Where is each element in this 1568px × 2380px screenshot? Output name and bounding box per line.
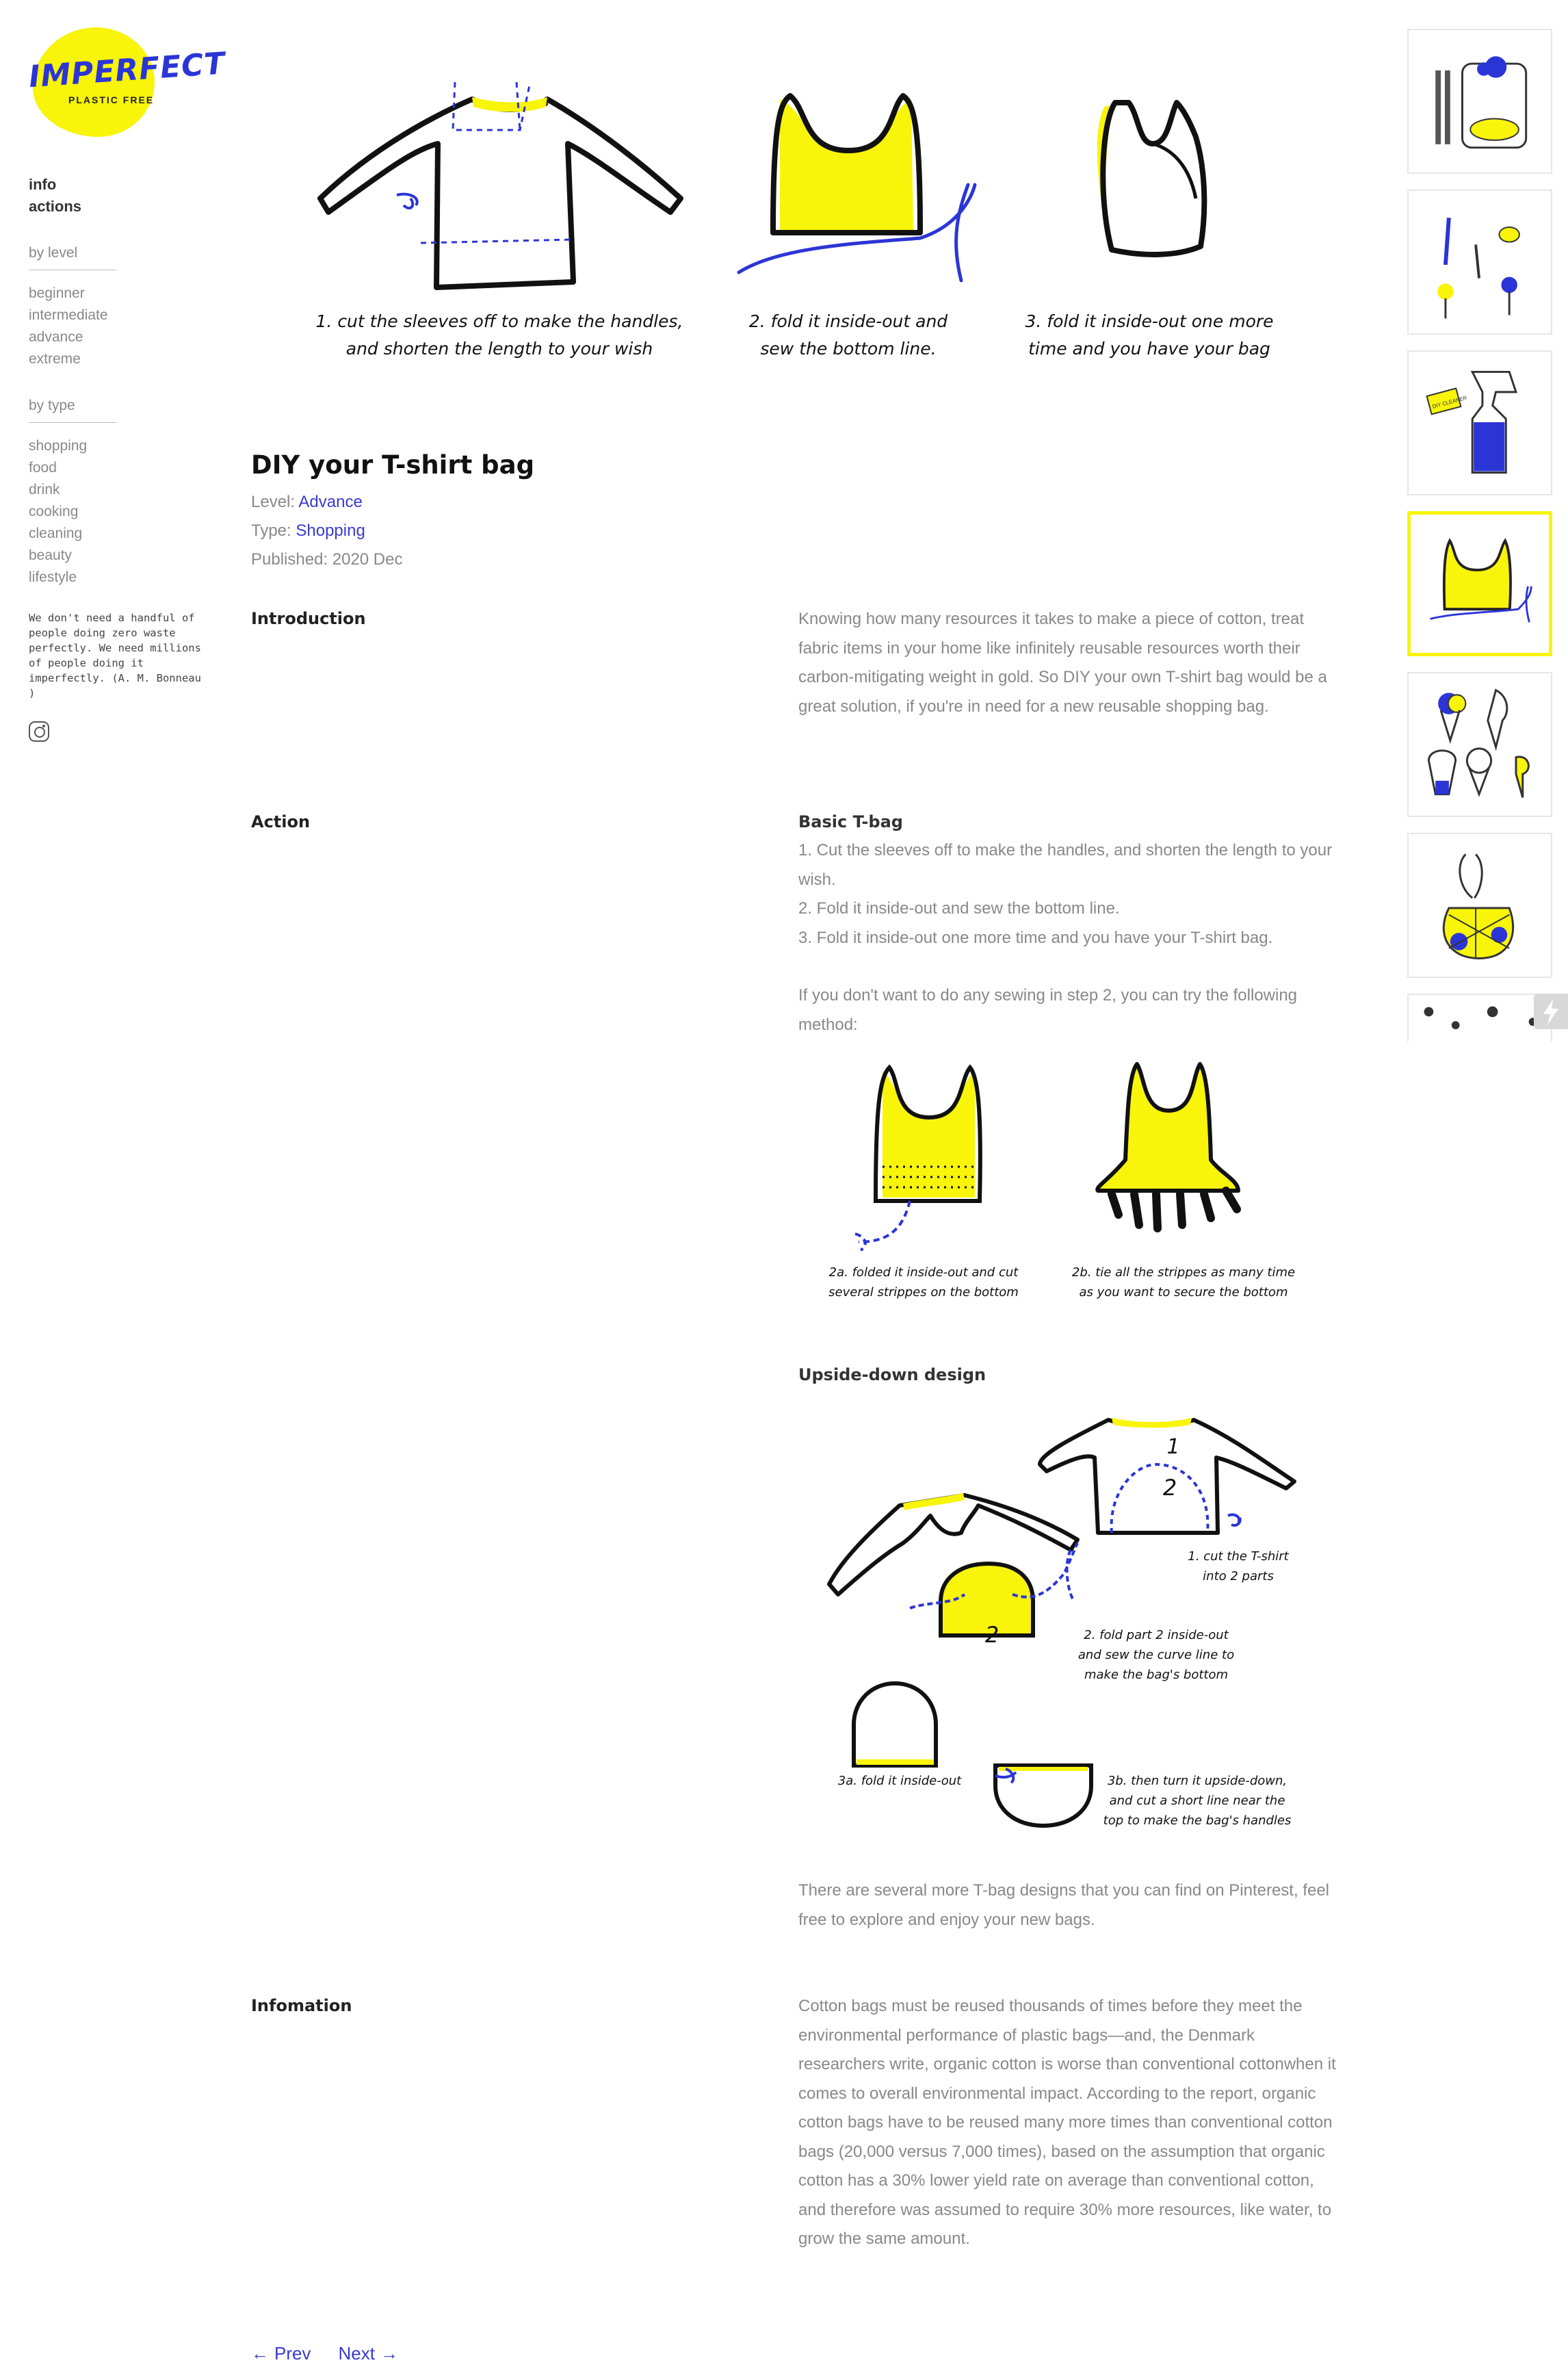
- nav-info[interactable]: info: [29, 176, 57, 193]
- basic-tbag-heading: Basic T-bag: [798, 812, 903, 831]
- no-sew-drawing: [807, 1057, 1327, 1276]
- level-link[interactable]: Advance: [298, 493, 363, 511]
- upside-caption-2-line1: 2. fold part 2 inside-out: [1084, 1628, 1229, 1642]
- hero-illustration: [301, 62, 1286, 404]
- thumb-lunchbox[interactable]: [1407, 29, 1552, 174]
- no-sew-caption-b-line2: as you want to secure the bottom: [1079, 1285, 1288, 1299]
- bag-part-number-2: 2: [984, 1622, 999, 1648]
- herbs-icon: [1409, 191, 1551, 333]
- upside-down-heading: Upside-down design: [798, 1365, 986, 1384]
- basic-steps: [798, 836, 1339, 953]
- tshirt-cut-drawing: [320, 99, 681, 287]
- no-sew-caption-b: [1054, 1263, 1314, 1302]
- introduction-label: Introduction: [251, 609, 366, 628]
- instagram-icon[interactable]: [29, 721, 49, 742]
- upside-caption-2: [1067, 1625, 1245, 1685]
- filter-cooking[interactable]: cooking: [29, 504, 79, 519]
- thumb-net-bag[interactable]: [1407, 833, 1552, 978]
- hero-caption-2-line2: sew the bottom line.: [760, 339, 937, 359]
- filter-lifestyle[interactable]: lifestyle: [29, 569, 77, 585]
- tank-strippes-drawing: [855, 1068, 980, 1250]
- introduction-text: Knowing how many resources it takes to make a piece of cotton, treat fabric items in your home like infinitely reusable resources worth their carbon-mitigating weight in gold. So DIY your own T-shirt bag would be a great solution, if you're in need for a new reusable shopping bag.: [798, 610, 1327, 716]
- main-nav: [29, 174, 207, 218]
- tank-tied-drawing: [1097, 1064, 1238, 1228]
- hero-caption-3-line2: time and you have your bag: [1028, 339, 1270, 359]
- part-number-2: 2: [1162, 1475, 1177, 1501]
- tshirt-bag-icon: [1411, 515, 1549, 653]
- brand-logo[interactable]: [27, 26, 227, 142]
- nav-actions[interactable]: actions: [29, 198, 82, 215]
- upside-caption-2-line3: make the bag's bottom: [1084, 1668, 1229, 1682]
- part-number-1: 1: [1166, 1435, 1180, 1459]
- tank-sew-drawing: [739, 96, 975, 281]
- level-filter-heading: by level: [29, 245, 116, 270]
- article-pager: [251, 2343, 398, 2364]
- flash-icon[interactable]: [1534, 994, 1568, 1029]
- type-link[interactable]: Shopping: [296, 521, 365, 540]
- bag-inside-out-drawing: [854, 1683, 936, 1765]
- hero-caption-1-line1: 1. cut the sleeves off to make the handles,: [315, 311, 683, 331]
- upside-caption-4: [1095, 1771, 1300, 1831]
- next-label: Next: [338, 2343, 375, 2364]
- basic-step-3: 3. Fold it inside-out one more time and you have your T-shirt bag.: [798, 928, 1273, 947]
- preview-icon: [1409, 995, 1551, 1042]
- information-text: Cotton bags must be reused thousands of times before they meet the environmental performance of plastic bags—and, the Denmark researchers write, organic cotton is worse than conventional cottonwhen it comes to overall environmental impact. According to the report, organic cotton bags have to be reused many more times than conventional cotton bags (20,000 versus 7,000 times), based on the assumption that organic cotton has a 30% lower yield rate on average than conventional cotton, and therefore was assumed to require 30% more resources, like water, to grow the same amount.: [798, 1997, 1336, 2248]
- type-filter-heading: by type: [29, 398, 116, 423]
- thumb-cleaner-spray[interactable]: [1407, 350, 1552, 495]
- net-bag-icon: [1409, 834, 1551, 976]
- sidebar-quote: We don't need a handful of people doing zero waste perfectly. We need millions of people doing it imperfectly. (A. M. Bonneau ): [29, 612, 201, 699]
- logo-wordmark: IMPERFECT: [27, 46, 227, 95]
- upside-down-drawing: [807, 1396, 1341, 1834]
- no-sew-caption-b-line1: 2b. tie all the strippes as many time: [1071, 1265, 1296, 1280]
- thumb-tshirt-bag[interactable]: [1407, 511, 1552, 656]
- article-published: Published: 2020 Dec: [251, 550, 403, 569]
- hero-caption-3: [1012, 308, 1286, 363]
- article-level: [251, 493, 363, 512]
- thumbnail-rail: [1407, 29, 1552, 1042]
- no-sew-caption-a-line1: 2a. folded it inside-out and cut: [828, 1265, 1019, 1280]
- filter-advance[interactable]: advance: [29, 329, 83, 345]
- information-label: Infomation: [251, 1996, 352, 2015]
- level-label: Level:: [251, 493, 296, 511]
- action-label: Action: [251, 812, 311, 831]
- upside-caption-1-line1: 1. cut the T-shirt: [1188, 1549, 1289, 1564]
- thumb-partial[interactable]: [1407, 994, 1552, 1042]
- filter-food[interactable]: food: [29, 460, 57, 476]
- basic-step-2: 2. Fold it inside-out and sew the bottom line.: [798, 899, 1120, 918]
- filter-shopping[interactable]: shopping: [29, 438, 88, 454]
- arrow-left-icon: ←: [251, 2343, 269, 2364]
- hero-caption-1-line2: and shorten the length to your wish: [345, 339, 653, 359]
- article-title: DIY your T-shirt bag: [251, 450, 535, 480]
- next-button[interactable]: [338, 2343, 397, 2364]
- lunchbox-icon: [1409, 30, 1551, 172]
- bag-final-drawing: [1097, 103, 1205, 255]
- prev-label: Prev: [274, 2343, 311, 2364]
- ice-cream-icon: [1409, 673, 1551, 816]
- filter-drink[interactable]: drink: [29, 482, 60, 497]
- sidebar: [27, 26, 227, 742]
- no-sew-caption-a-line2: several strippes on the bottom: [828, 1285, 1019, 1299]
- hero-caption-3-line1: 3. fold it inside-out one more: [1025, 311, 1274, 331]
- upside-caption-1: [1170, 1547, 1307, 1586]
- arrow-right-icon: →: [380, 2343, 398, 2364]
- lightning-icon: [1534, 994, 1568, 1029]
- upside-caption-4-line3: top to make the bag's handles: [1103, 1813, 1292, 1828]
- filter-extreme[interactable]: extreme: [29, 351, 81, 367]
- bag-upside-down-drawing: [995, 1765, 1091, 1826]
- thumb-ice-cream[interactable]: [1407, 672, 1552, 817]
- upside-caption-2-line2: and sew the curve line to: [1077, 1648, 1235, 1662]
- logo-tagline: PLASTIC FREE: [68, 94, 155, 105]
- type-label: Type:: [251, 521, 291, 540]
- prev-button[interactable]: [251, 2343, 311, 2364]
- no-sew-text: If you don't want to do any sewing in step 2, you can try the following method:: [798, 986, 1298, 1034]
- hero-caption-2-line1: 2. fold it inside-out and: [748, 311, 948, 331]
- filter-cleaning[interactable]: cleaning: [29, 526, 83, 541]
- upside-caption-4-line2: and cut a short line near the: [1109, 1794, 1285, 1808]
- basic-step-1: 1. Cut the sleeves off to make the handles, and shorten the length to your wish.: [798, 841, 1333, 889]
- type-filter-list: [29, 435, 207, 588]
- hero-caption-1: [308, 308, 691, 363]
- thumb-herbs[interactable]: [1407, 190, 1552, 335]
- article-type: [251, 521, 365, 541]
- hero-caption-2: [732, 308, 965, 363]
- filter-beginner[interactable]: beginner: [29, 285, 85, 301]
- filter-beauty[interactable]: beauty: [29, 547, 73, 563]
- no-sew-caption-a: [800, 1263, 1047, 1302]
- more-designs-text: There are several more T-bag designs that you can find on Pinterest, feel free to explore and enjoy your new bags.: [798, 1881, 1329, 1929]
- cleaner-label: DIY CLEANER: [1431, 394, 1468, 410]
- upside-caption-4-line1: 3b. then turn it upside-down,: [1107, 1774, 1288, 1788]
- upside-caption-1-line2: into 2 parts: [1203, 1569, 1274, 1583]
- level-filter-list: [29, 283, 207, 370]
- upside-caption-3: 3a. fold it inside-out: [837, 1774, 962, 1788]
- filter-intermediate[interactable]: intermediate: [29, 307, 108, 323]
- spray-bottle-icon: [1409, 352, 1551, 494]
